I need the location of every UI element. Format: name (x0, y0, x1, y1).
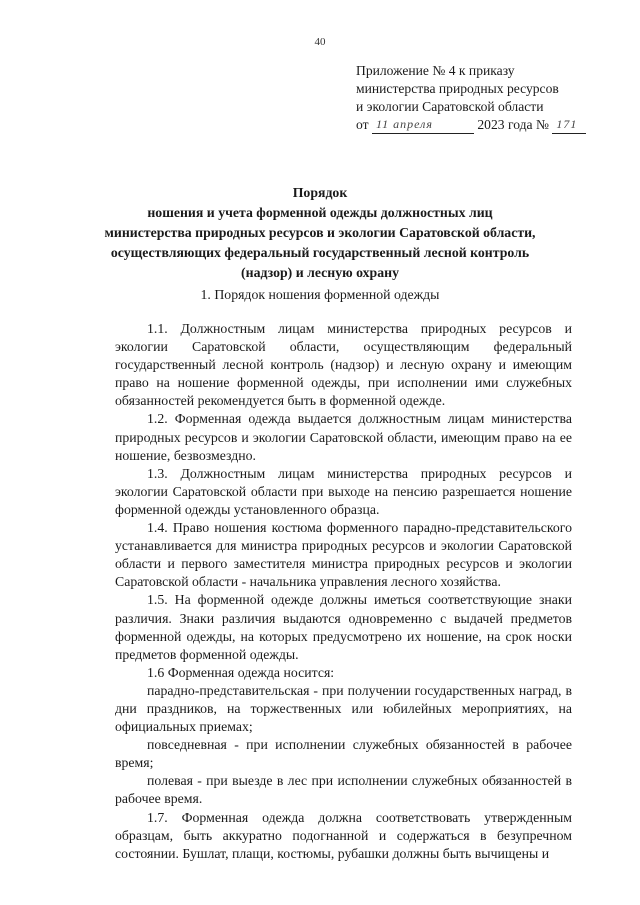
paragraph-1-7: 1.7. Форменная одежда должна соответствовать утвержденным образцам, быть аккуратно подогнанной и содержаться в безупречном состоянии. Бушлат, плащи, костюмы, рубашки должны быть вычищены и (115, 809, 572, 861)
order-number-field (552, 119, 586, 134)
paragraph-1-5: 1.5. На форменной одежде должны иметься соответствующие знаки различия. Знаки различия выдаются одновременно с выдачей предметов форменной одежды, на которых предусмотрено их ношение, на срок носки предметов форменной одежды. (115, 592, 572, 662)
title-line-1: Порядок (292, 185, 348, 200)
date-suffix: 2023 года № (477, 117, 549, 132)
paragraph-1-1: 1.1. Должностным лицам министерства природных ресурсов и экологии Саратовской области, осуществляющим федеральный государственный лесной контроль (надзор) и лесную охрану и имеющим право на ношение форменной одежды, при исполнении ими служебных обязанностей рекомендуется быть в форменной одежде. (115, 321, 572, 409)
appendix-line-1: Приложение № 4 к приказу (356, 63, 515, 78)
title-line-2: ношения и учета форменной одежды должностных лиц (147, 205, 493, 220)
document-title (0, 183, 640, 283)
paragraph-1-4: 1.4. Право ношения костюма форменного парадно-представительского устанавливается для министра природных ресурсов и экологии Саратовской области и первого заместителя министра природных ресурсов и экологии Саратовской области - начальника управления лесного хозяйства. (115, 520, 572, 590)
appendix-line-3: и экологии Саратовской области (356, 99, 544, 114)
title-line-3: министерства природных ресурсов и экологии Саратовской области, (104, 225, 536, 240)
number-handwritten: 171 (556, 117, 578, 131)
appendix-date-line (356, 116, 616, 134)
list-item-ceremonial: парадно-представительская - при получении государственных наград, в дни праздников, на торжественных или юбилейных мероприятиях, на официальных приемах; (115, 682, 572, 735)
section-heading: 1. Порядок ношения форменной одежды (200, 287, 440, 302)
date-prefix: от (356, 117, 369, 132)
date-field (372, 119, 474, 134)
appendix-block (356, 62, 616, 134)
appendix-line-2: министерства природных ресурсов (356, 81, 559, 96)
list-item-everyday: повседневная - при исполнении служебных обязанностей в рабочее время; (115, 737, 572, 771)
paragraph-1-3: 1.3. Должностным лицам министерства природных ресурсов и экологии Саратовской области при выходе на пенсию разрешается ношение форменной одежды установленного образца. (115, 465, 572, 517)
list-item-field: полевая - при выезде в лес при исполнении служебных обязанностей в рабочее время. (115, 773, 572, 807)
page-number: 40 (314, 36, 326, 48)
date-handwritten: 11 апреля (375, 117, 433, 131)
paragraph-1-6: 1.6 Форменная одежда носится: (147, 664, 335, 680)
title-line-5: (надзор) и лесную охрану (241, 265, 399, 280)
document-body (115, 320, 572, 863)
title-line-4: осуществляющих федеральный государственный лесной контроль (110, 245, 530, 260)
paragraph-1-2: 1.2. Форменная одежда выдается должностным лицам министерства природных ресурсов и экологии Саратовской области, имеющим право на ее ношение, безвозмездно. (115, 411, 572, 463)
